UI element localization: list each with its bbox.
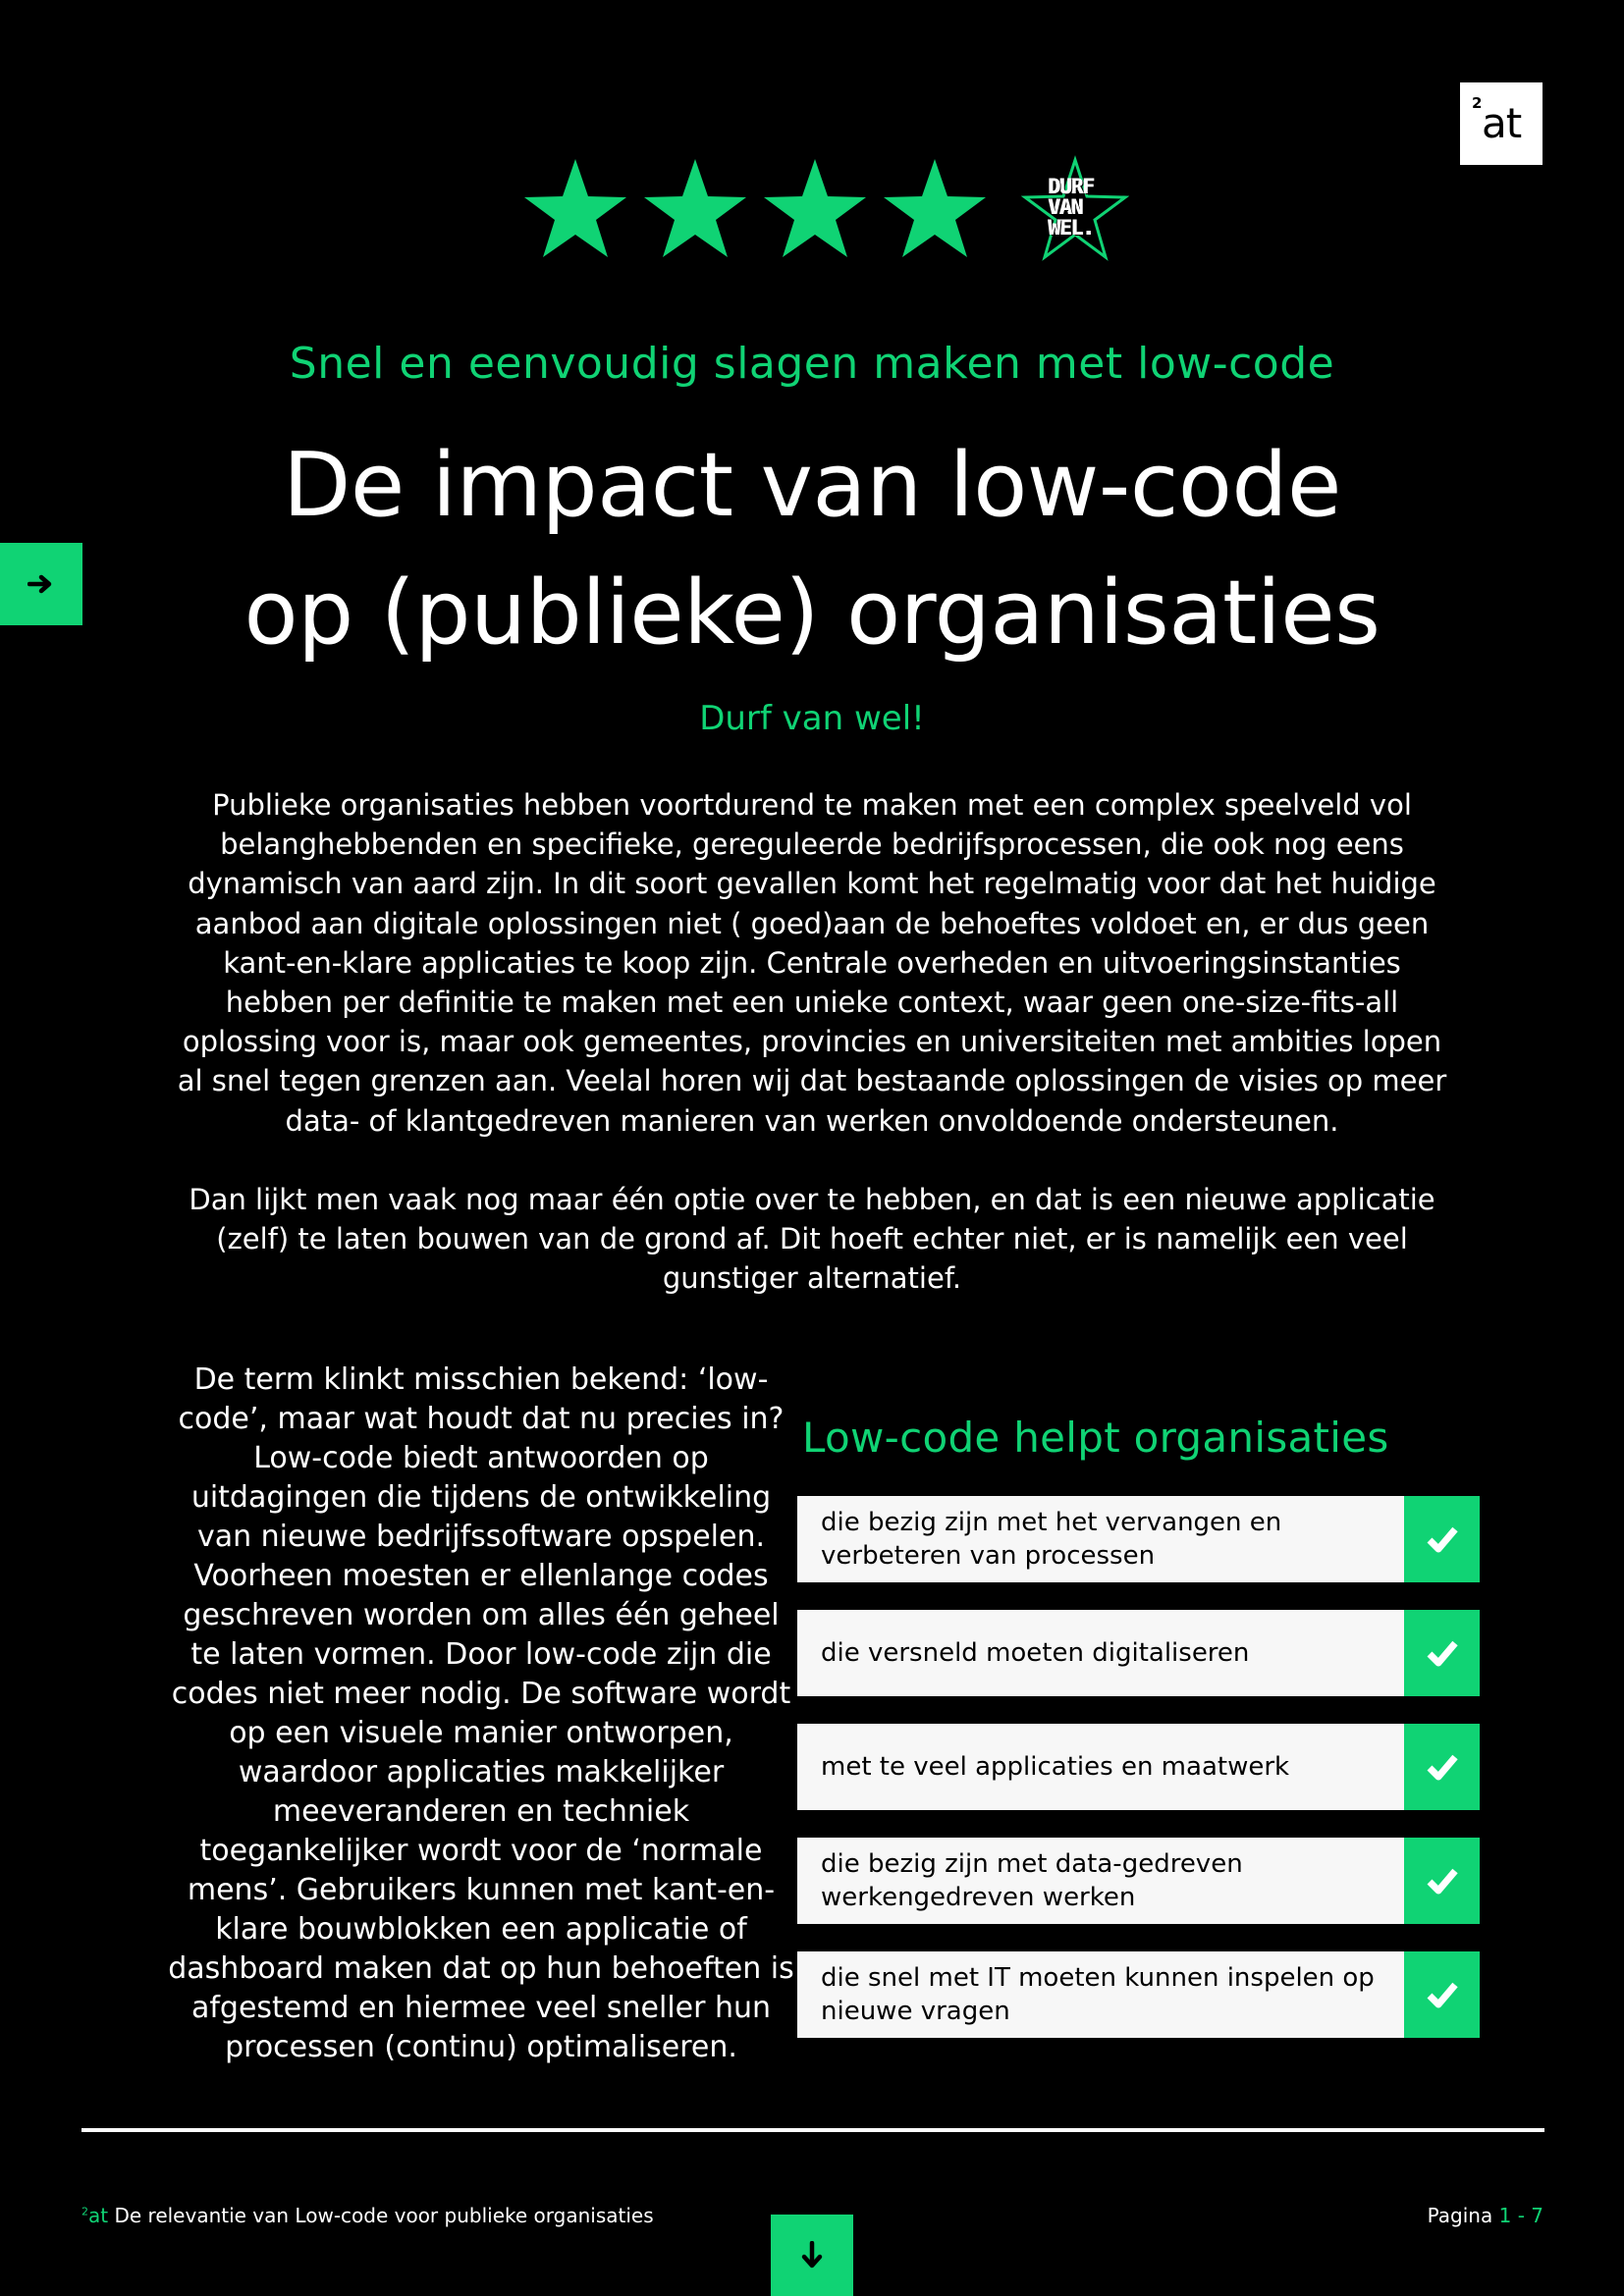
list-item	[797, 1838, 1480, 1924]
footer-brand: $^2$at	[81, 2204, 109, 2227]
kicker-heading: Snel en eenvoudig slagen maken met low-code	[289, 339, 1335, 389]
intro-paragraph: Publieke organisaties hebben voortdurend te maken met een complex speelveld vol belanghebbenden en specifieke, gereguleerde bedrijfsprocessen, die ook nog eens dynamisch van aard zijn. In dit soort gevallen komt het regelmatig voor dat het huidige aanbod aan digitale oplossingen niet ( goed)aan de behoeftes voldoet en, er dus geen kant-en-klare applicaties te koop zijn. Centrale overheden en uitvoeringsinstanties hebben per definitie te maken met een unieke context, waar geen one-size-fits-all oplossing voor is, maar ook gemeentes, provincies en universiteiten met ambities lopen al snel tegen grenzen aan. Veelal horen wij dat bestaande oplossingen de visies op meer data- of klantgedreven manieren van werken onvoldoende ondersteunen.	[177, 788, 1447, 1138]
star-icon	[876, 155, 994, 263]
check-badge	[1404, 1951, 1480, 2038]
list-item-label: die bezig zijn met data-gedreven werkengedreven werken	[821, 1849, 1243, 1912]
logo-text: at	[1482, 99, 1522, 147]
logo-superscript: 2	[1472, 94, 1483, 112]
brand-logo	[1460, 82, 1543, 165]
intro-paragraph: Dan lijkt men vaak nog maar één optie over te hebben, en dat is een nieuwe applicatie (zelf) te laten bouwen van de grond af. Dit hoeft echter niet, er is namelijk een veel gunstiger alternatief.	[189, 1182, 1435, 1296]
list-item-label: die versneld moeten digitaliseren	[821, 1638, 1250, 1668]
star-rating	[511, 155, 1119, 263]
explanation-text: Low-code biedt antwoorden op uitdagingen die tijdens de ontwikkeling van nieuwe bedrijfssoftware opspelen. Voorheen moesten er ellenlange codes geschreven worden om alles één geheel te laten vormen. Door low-code zijn die codes niet meer nodig. De software wordt op een visuele manier ontworpen, waardoor applicaties makkelijker meeveranderen en techniek toegankelijker wordt voor de ‘normale mens’. Gebruikers kunnen met kant-en-klare bouwblokken een applicatie of dashboard maken dat op hun behoeften is afgestemd en hiermee veel sneller hun processen (continu) optimaliseren.	[168, 1441, 794, 2064]
page-title	[0, 422, 1624, 677]
star-icon	[756, 155, 874, 263]
checkmark-icon	[1426, 1638, 1459, 1668]
checkmark-icon	[1426, 1866, 1459, 1896]
list-item-label: die bezig zijn met het vervangen en verbeteren van processen	[821, 1508, 1282, 1571]
question-text: De term klinkt misschien bekend: ‘low-code’, maar wat houdt dat nu precies in?	[178, 1362, 785, 1436]
page-label: Pagina	[1427, 2204, 1493, 2227]
title-line-2: op (publieke) organisaties	[244, 561, 1380, 665]
list-item	[797, 1610, 1480, 1696]
low-code-explanation	[167, 1361, 795, 2067]
benefits-heading: Low-code helpt organisaties	[802, 1414, 1389, 1462]
durf-van-wel-badge	[1021, 155, 1129, 263]
check-badge	[1404, 1838, 1480, 1924]
badge-text: DURF VAN WEL.	[1049, 175, 1095, 240]
scroll-down-button[interactable]	[771, 2215, 853, 2296]
list-item-label: die snel met IT moeten kunnen inspelen op nieuwe vragen	[821, 1963, 1375, 2026]
checkmark-icon	[1426, 1980, 1459, 2009]
list-item	[797, 1496, 1480, 1582]
intro-text	[172, 785, 1452, 1337]
star-icon	[636, 155, 754, 263]
checkmark-icon	[1426, 1524, 1459, 1554]
document-title: De relevantie van Low-code voor publieke organisaties	[114, 2204, 654, 2227]
list-item	[797, 1724, 1480, 1810]
page-number: 1 - 7	[1498, 2204, 1543, 2227]
check-badge	[1404, 1724, 1480, 1810]
check-badge	[1404, 1610, 1480, 1696]
subtitle: Durf van wel!	[699, 699, 925, 738]
page-indicator	[1428, 2204, 1543, 2227]
list-item-label: met te veel applicaties en maatwerk	[821, 1752, 1290, 1782]
list-item	[797, 1951, 1480, 2038]
check-badge	[1404, 1496, 1480, 1582]
footer-divider	[81, 2128, 1544, 2132]
arrow-down-icon	[801, 2241, 823, 2270]
footer-document-title	[81, 2204, 654, 2227]
title-line-1: De impact van low-code	[283, 434, 1341, 537]
checkmark-icon	[1426, 1752, 1459, 1782]
star-icon	[516, 155, 634, 263]
